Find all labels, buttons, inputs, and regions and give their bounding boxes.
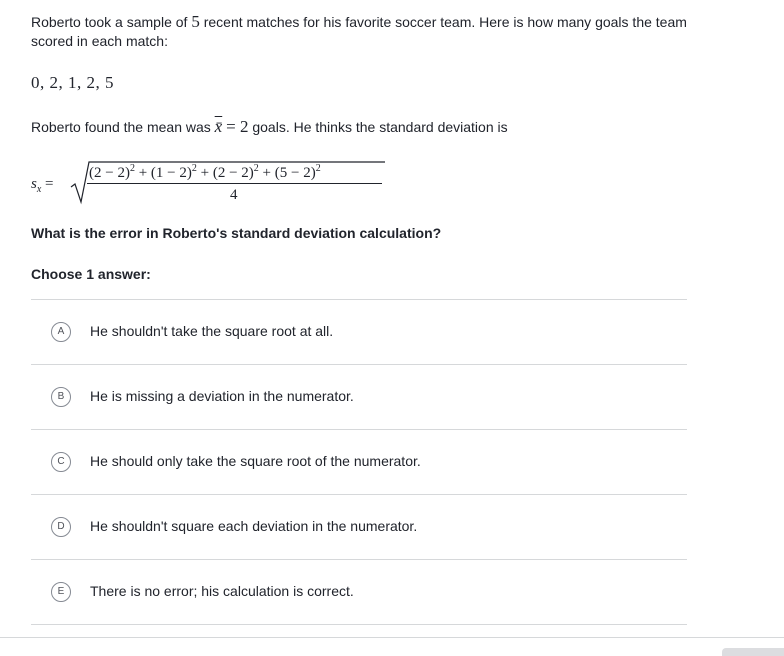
- mean-pre-text: Roberto found the mean was: [31, 119, 211, 135]
- numerator-exponent: 2: [253, 163, 259, 174]
- choice-b[interactable]: [31, 365, 687, 430]
- sample-size: 5: [191, 12, 200, 31]
- mean-value: = 2: [226, 117, 249, 136]
- choice-text-e: There is no error; his calculation is correct.: [90, 583, 354, 599]
- footer-button[interactable]: [722, 648, 784, 656]
- formula-equals: =: [45, 176, 54, 192]
- choice-text-b: He is missing a deviation in the numerator.: [90, 388, 354, 404]
- numerator-exponent: 2: [315, 163, 321, 174]
- formula-denominator: 4: [230, 187, 238, 203]
- std-dev-formula: [31, 158, 431, 208]
- choice-letter-e: E: [51, 582, 71, 602]
- numerator-exponent: 2: [129, 163, 135, 174]
- mean-symbol: x̄: [214, 117, 223, 136]
- answer-choices: [31, 299, 687, 625]
- choice-letter-a: A: [51, 322, 71, 342]
- choice-c[interactable]: [31, 430, 687, 495]
- choice-text-d: He shouldn't square each deviation in the numerator.: [90, 518, 418, 534]
- formula-lhs-subscript: x: [36, 184, 42, 195]
- choice-a[interactable]: [31, 300, 687, 365]
- choice-text-a: He shouldn't take the square root at all.: [90, 323, 334, 339]
- data-values: 0, 2, 1, 2, 5: [31, 73, 114, 92]
- formula-lhs: [31, 176, 54, 195]
- intro-pre-text: Roberto took a sample of: [31, 14, 188, 30]
- choose-label: Choose 1 answer:: [31, 266, 151, 282]
- formula-numerator: [89, 163, 321, 182]
- choice-d[interactable]: [31, 495, 687, 560]
- choice-letter-c: C: [51, 452, 71, 472]
- formula-lhs-symbol: s: [31, 176, 37, 192]
- numerator-exponent: 2: [191, 163, 197, 174]
- numerator-term: + (5 − 2): [262, 165, 316, 181]
- mean-post-text: goals. He thinks the standard deviation is: [252, 119, 508, 135]
- choice-text-c: He should only take the square root of the numerator.: [90, 453, 421, 469]
- problem-intro: [31, 12, 687, 51]
- intro-post-text: recent matches for his favorite soccer team. Here is how many goals the team scored in each match:: [31, 14, 687, 49]
- mean-statement: [31, 117, 508, 137]
- choice-e[interactable]: [31, 560, 687, 625]
- footer-divider: [0, 637, 784, 638]
- choice-letter-d: D: [51, 517, 71, 537]
- choice-letter-b: B: [51, 387, 71, 407]
- numerator-term: (2 − 2): [89, 165, 130, 181]
- question-prompt: What is the error in Roberto's standard deviation calculation?: [31, 225, 442, 241]
- numerator-term: + (2 − 2): [200, 165, 254, 181]
- fraction-bar: [87, 183, 382, 184]
- numerator-term: + (1 − 2): [138, 165, 192, 181]
